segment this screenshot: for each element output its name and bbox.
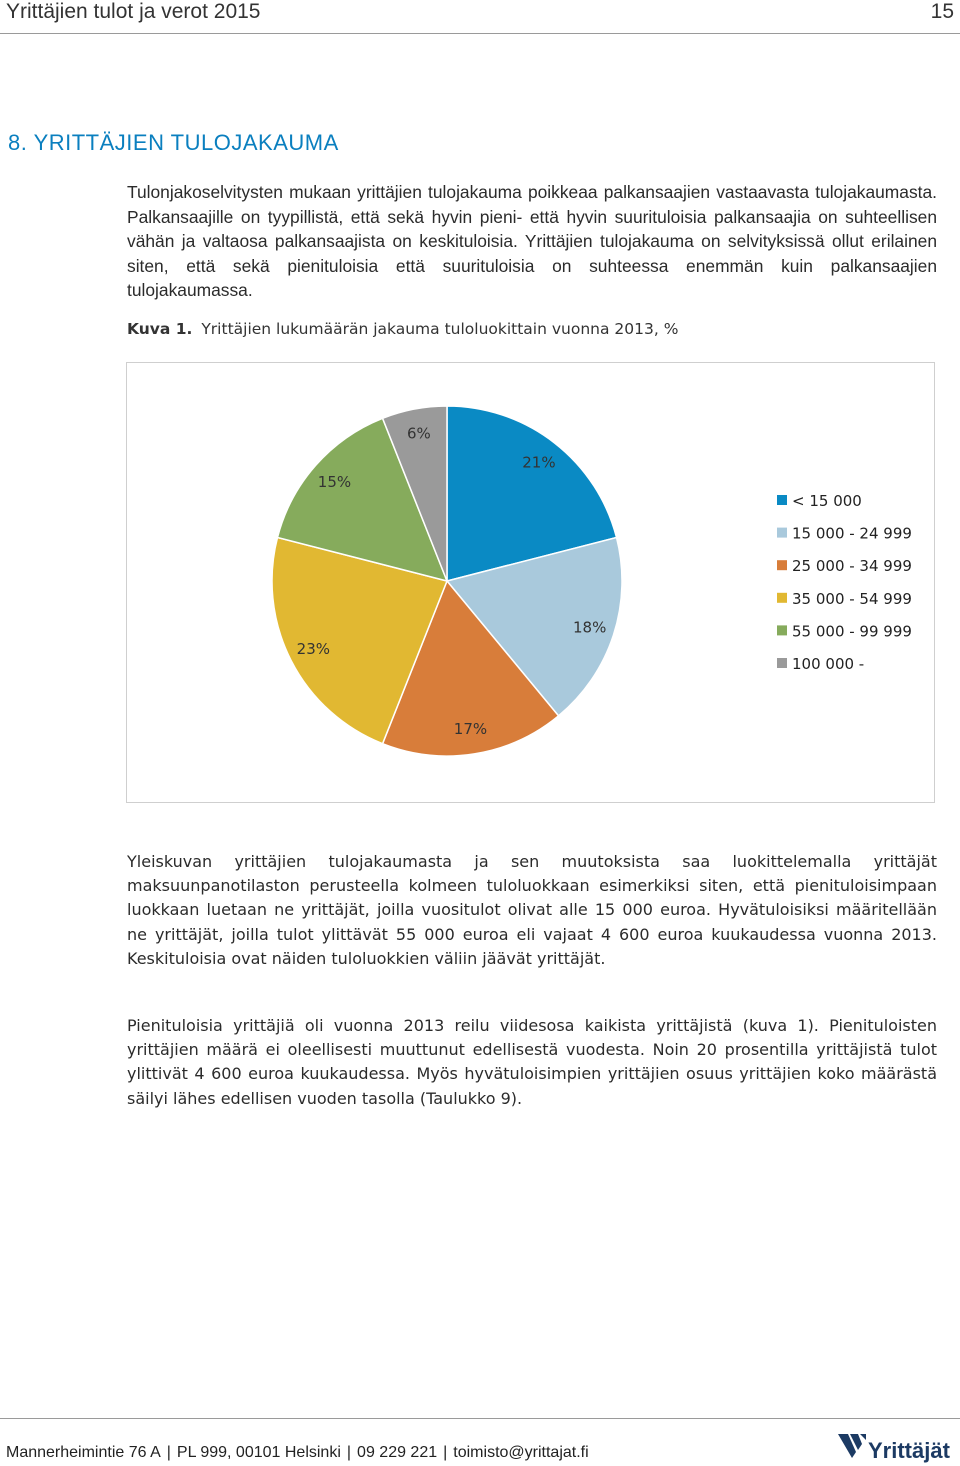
pie-slice-label: 17% <box>453 720 488 739</box>
pie-slice-label: 15% <box>317 472 352 491</box>
legend-label: 100 000 - <box>792 655 865 673</box>
pie-slice-label: 6% <box>406 424 431 443</box>
intro-paragraph: Tulonjakoselvitysten mukaan yrittäjien tulojakauma poikkeaa palkansaajien vastaavasta tulojakaumasta. Palkansaajille on tyypillistä, että sekä hyvin pieni- että hyvin suurituloisia palkansaajia on suhteellisen vähän ja valtaosa palkansaajista on keskituloisia. Yrittäjien tulojakauma on selvityksissä ollut erilainen siten, että sekä pienituloisia että suurituloisia on suhteessa enemmän kuin palkansaajien tulojakaumassa. <box>127 182 937 300</box>
figure-caption <box>127 320 678 338</box>
logo-text: Yrittäjät <box>868 1438 950 1463</box>
document-title: Yrittäjien tulot ja verot 2015 <box>6 0 261 23</box>
footer-phone: 09 229 221 <box>357 1444 438 1461</box>
footer-separator: | <box>166 1444 171 1461</box>
page-header <box>0 0 960 28</box>
legend-swatch <box>777 625 787 635</box>
footer-separator: | <box>346 1444 352 1461</box>
footer-divider <box>0 1418 960 1419</box>
legend-label: 55 000 - 99 999 <box>792 622 912 641</box>
pie-slice-label: 23% <box>296 640 331 659</box>
legend-swatch <box>777 560 787 570</box>
figure-caption-text: Yrittäjien lukumäärän jakauma tuloluokittain vuonna 2013, % <box>201 320 679 338</box>
footer-pobox: PL 999, 00101 Helsinki <box>176 1444 341 1461</box>
pie-slice-label: 18% <box>572 618 607 637</box>
footer-contact <box>6 1444 589 1462</box>
figure-label: Kuva 1. <box>127 320 193 338</box>
footer-email-link[interactable]: toimisto@yrittajat.fi <box>453 1444 589 1461</box>
legend-label: 25 000 - 34 999 <box>792 557 912 576</box>
yrittajat-logo <box>836 1428 958 1464</box>
legend-label: 35 000 - 54 999 <box>792 589 912 608</box>
footer-address: Mannerheimintie 76 A <box>6 1444 161 1461</box>
legend-swatch <box>777 495 787 505</box>
pie-slice-label: 21% <box>522 453 556 472</box>
logo-mark-icon <box>838 1434 866 1458</box>
pie-chart <box>127 363 936 804</box>
legend-swatch <box>777 593 787 603</box>
low-income-paragraph: Pienituloisia yrittäjiä oli vuonna 2013 reilu viidesosa kaikista yrittäjistä (kuva 1). Pienituloisten yrittäjien määrä ei oleellisesti muuttunut edellisestä vuodesta. Noin 20 prosentilla yrittäjistä tulot ylittivät 4 600 euroa kuukaudessa. Myös hyvätuloisimpien yrittäjien osuus yrittäjien koko määrästä säilyi lähes edellisen vuoden tasolla (Taulukko 9). <box>127 1016 937 1108</box>
footer-separator: | <box>443 1444 448 1461</box>
pie-chart-frame <box>126 362 935 803</box>
legend-swatch <box>777 528 787 538</box>
section-heading: 8. YRITTÄJIEN TULOJAKAUMA <box>8 130 339 155</box>
legend-swatch <box>777 658 787 668</box>
page-number: 15 <box>930 0 954 23</box>
chart-legend <box>777 492 912 673</box>
header-divider <box>0 33 960 34</box>
overview-paragraph: Yleiskuvan yrittäjien tulojakaumasta ja sen muutoksista saa luokittelemalla yrittäjät maksuunpanotilaston perusteella kolmeen tuloluokkaan esimerkiksi siten, että pienituloisimpaan luokkaan luetaan ne yrittäjät, joilla vuositulot olivat alle 15 000 euroa. Hyvätuloisiksi määritellään ne yrittäjät, joilla tulot ylittävät 55 000 euroa eli vajaat 4 600 euroa kuukaudessa vuonna 2013. Keskituloisia ovat näiden tuloluokkien väliin jäävät yrittäjät. <box>127 852 937 968</box>
pie-slices <box>272 406 622 756</box>
legend-label: 15 000 - 24 999 <box>792 524 912 543</box>
legend-label: < 15 000 <box>792 492 862 510</box>
